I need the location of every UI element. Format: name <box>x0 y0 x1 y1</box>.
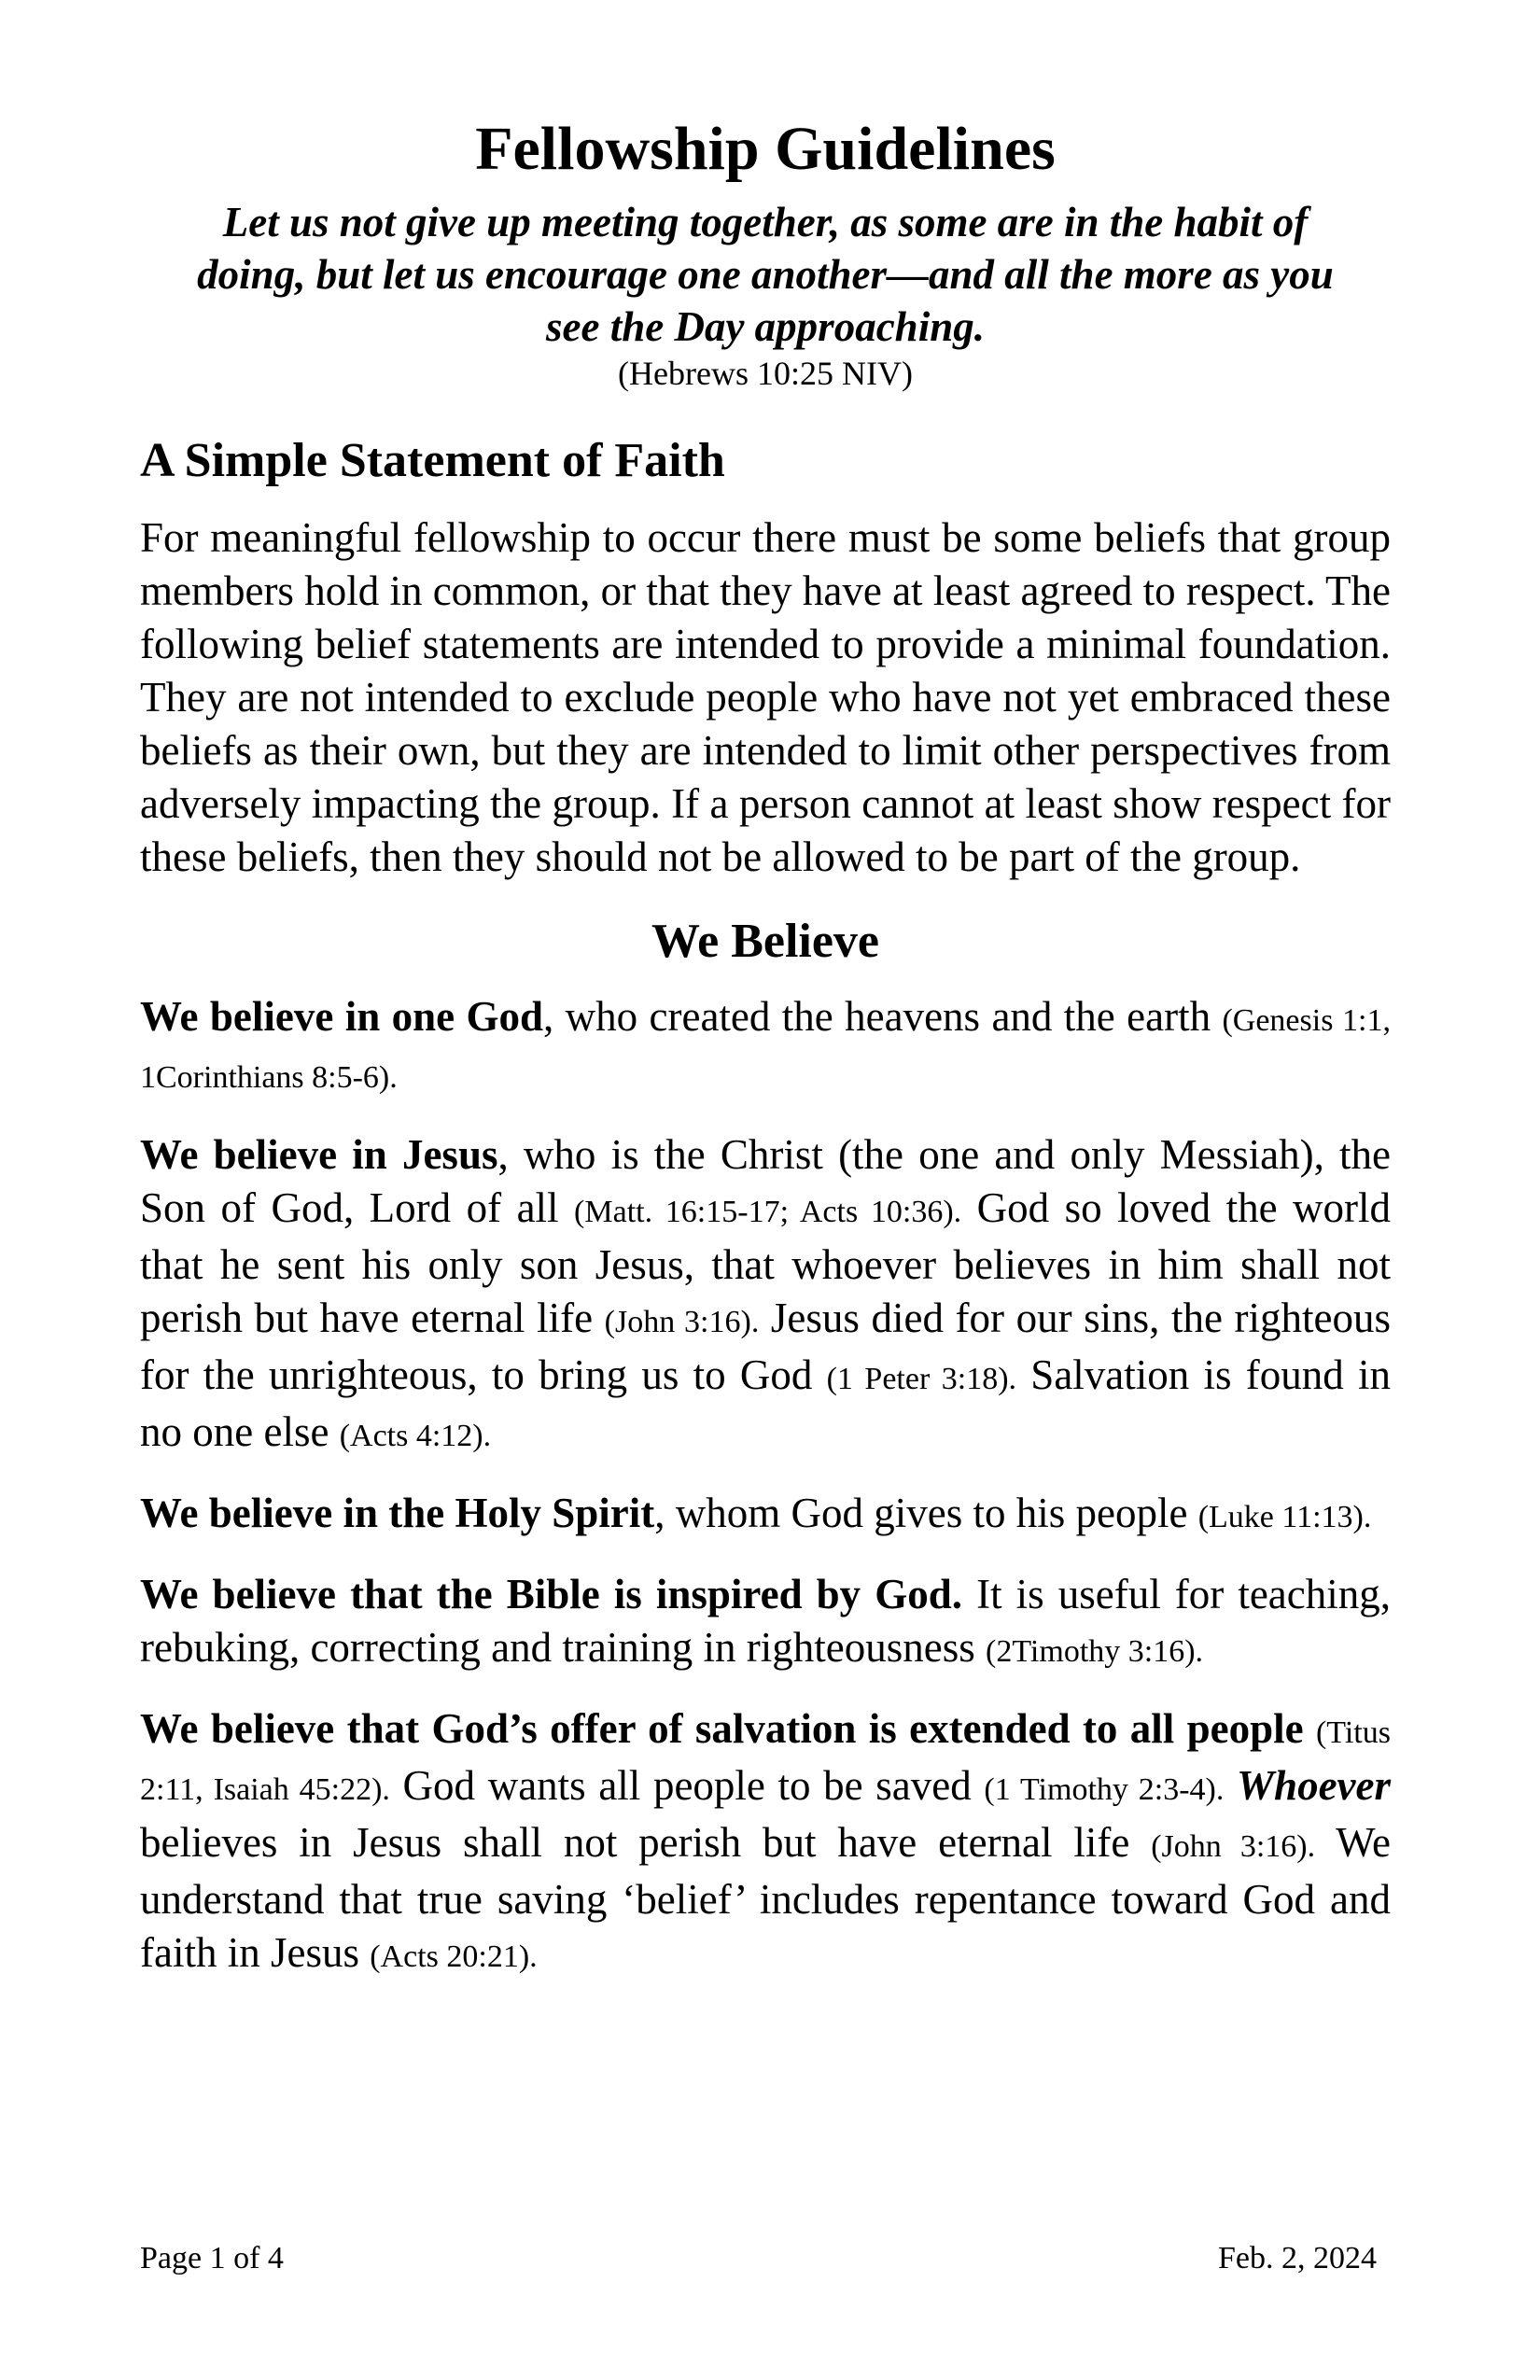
scripture-ref: (1 Timothy 2:3-4). <box>984 1772 1225 1807</box>
belief-text: , whom God gives to his people <box>654 1490 1198 1536</box>
epigraph-reference: (Hebrews 10:25 NIV) <box>618 355 913 392</box>
emphasis-word: Whoever <box>1237 1762 1392 1809</box>
scripture-ref: (Luke 11:13). <box>1197 1500 1372 1534</box>
belief-text: God wants all people to be saved <box>389 1762 985 1809</box>
belief-text: believes in Jesus shall not perish but have eternal life <box>140 1819 1152 1866</box>
belief-text <box>1224 1762 1237 1809</box>
belief-salvation <box>140 1702 1391 1983</box>
belief-text <box>1304 1705 1316 1752</box>
belief-text: Jesus died for our sins, the righteous for the unrighteous, to bring us to God <box>140 1295 1392 1398</box>
belief-one-god <box>140 990 1391 1104</box>
belief-text: Salvation is found in no one else <box>140 1351 1391 1455</box>
scripture-ref: (John 3:16). <box>1151 1829 1316 1864</box>
scripture-ref: (Acts 4:12). <box>339 1419 492 1453</box>
belief-text: , who is the Christ (the one and only Messiah), the Son of God, Lord of all <box>140 1131 1391 1231</box>
belief-lead: We believe that God’s offer of salvation is extended to all people <box>140 1705 1304 1752</box>
we-believe-heading: We Believe <box>651 915 880 968</box>
belief-lead: We believe that the Bible is inspired by God. <box>140 1571 963 1617</box>
belief-bible <box>140 1568 1391 1678</box>
epigraph-quote: Let us not give up meeting together, as some are in the habit of doing, but let us encourage one another—and all the more as you see the Day approaching. <box>197 199 1334 350</box>
scripture-ref: (1 Peter 3:18). <box>826 1362 1017 1396</box>
scripture-ref: (2Timothy 3:16). <box>986 1634 1204 1669</box>
belief-lead: We believe in one God <box>140 993 544 1040</box>
belief-text: , who created the heavens and the earth <box>543 993 1223 1040</box>
document-page <box>140 112 1391 2008</box>
belief-lead: We believe in the Holy Spirit <box>140 1490 655 1536</box>
statement-body: For meaningful fellowship to occur there must be some beliefs that group members hold in common, or that they have at least agreed to respect. The following belief statements are intended to provide a minimal foundation. They are not intended to exclude people who have not yet embraced these beliefs as their own, but they are intended to limit other perspectives from adversely impacting the group. If a person cannot at least show respect for these beliefs, then they should not be allowed to be part of the group. <box>140 514 1391 880</box>
belief-text: It is useful for teaching, rebuking, correcting and training in righteousness <box>140 1571 1392 1671</box>
belief-text: God so loved the world that he sent his only son Jesus, that whoever believes in him shall not perish but have eternal life <box>140 1184 1391 1341</box>
belief-lead: We believe in Jesus <box>140 1131 498 1178</box>
statement-heading: A Simple Statement of Faith <box>140 434 725 487</box>
page-title: Fellowship Guidelines <box>475 115 1056 183</box>
document-date: Feb. 2, 2024 <box>1218 2241 1377 2275</box>
page-number: Page 1 of 4 <box>140 2241 284 2275</box>
scripture-ref: (Matt. 16:15-17; Acts 10:36). <box>574 1195 962 1229</box>
scripture-ref: (John 3:16). <box>604 1305 760 1339</box>
belief-text: We understand that true saving ‘belief’ includes repentance toward God and faith in Jesus <box>140 1819 1391 1976</box>
scripture-ref: (Titus 2:11, Isaiah 45:22). <box>140 1715 1391 1807</box>
scripture-ref: (Genesis 1:1, 1Corinthians 8:5-6). <box>140 1003 1391 1095</box>
scripture-ref: (Acts 20:21). <box>370 1939 538 1974</box>
belief-holy-spirit <box>140 1487 1391 1544</box>
belief-jesus <box>140 1128 1391 1463</box>
